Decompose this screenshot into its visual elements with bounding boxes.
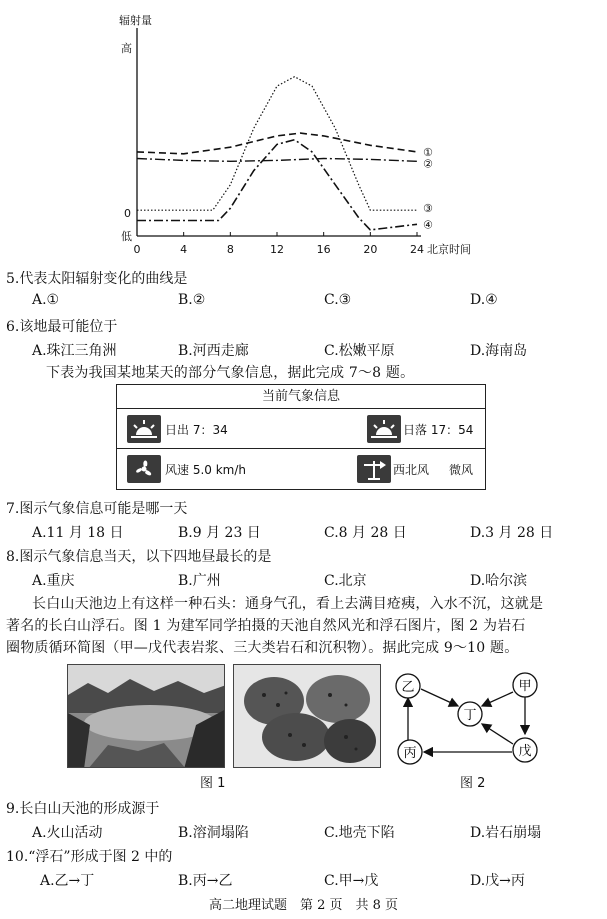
weather-table-header: 当前气象信息 [117, 385, 485, 409]
node-wu: 戊 [518, 744, 532, 759]
fan-icon [127, 455, 161, 483]
series-label-3: ③ [423, 202, 433, 216]
wind-dir-cell [357, 449, 487, 489]
edge-yi-ding [421, 689, 458, 706]
tianchi-lake-photo [67, 664, 225, 768]
question-7-option-d[interactable]: D.3 月 28 日 [470, 525, 554, 541]
node-jia: 甲 [518, 679, 532, 694]
passage-line-3: 圈物质循环简图（甲—戊代表岩浆、三大类岩石和沉积物）。据此完成 9～10 题。 [6, 640, 519, 656]
question-9-option-d[interactable]: D.岩石崩塌 [470, 825, 542, 841]
question-8-option-c[interactable]: C.北京 [324, 573, 367, 589]
page-footer: 高二地理试题 第 2 页 共 8 页 [208, 898, 399, 913]
sunset-text: 日落 17：54 [403, 423, 474, 437]
sunset-icon [367, 415, 401, 443]
question-9-option-b[interactable]: B.溶洞塌陷 [178, 825, 249, 841]
x-tick-label-4: 4 [180, 243, 188, 256]
wind-vane-icon [357, 455, 391, 483]
question-6-option-a[interactable]: A.珠江三角洲 [32, 343, 117, 359]
question-5-option-a[interactable]: A.① [32, 292, 60, 308]
y-high-label: 高 [121, 42, 132, 55]
figure-1-caption: 图 1 [200, 776, 226, 791]
series-line-2 [137, 159, 417, 162]
question-8-option-b[interactable]: B.广州 [178, 573, 221, 589]
node-yi: 乙 [401, 680, 415, 695]
question-7-option-b[interactable]: B.9 月 23 日 [178, 525, 261, 541]
question-10-option-d[interactable]: D.戊→丙 [470, 873, 525, 889]
question-7-stem: 7.图示气象信息可能是哪一天 [6, 501, 188, 517]
question-6-option-d[interactable]: D.海南岛 [470, 343, 528, 359]
wind-direction-text: 西北风 [393, 463, 430, 477]
sunrise-text: 日出 7：34 [165, 423, 228, 437]
weather-table [116, 384, 486, 490]
question-5-option-b[interactable]: B.② [178, 292, 206, 308]
question-10-option-a[interactable]: A.乙→丁 [40, 873, 95, 889]
question-6-stem: 6.该地最可能位于 [6, 319, 118, 335]
question-10-option-c[interactable]: C.甲→戊 [324, 873, 379, 889]
question-9-stem: 9.长白山天池的形成源于 [6, 801, 160, 817]
x-tick-label-0: 0 [133, 243, 141, 256]
question-9-option-a[interactable]: A.火山活动 [32, 825, 103, 841]
question-5-option-d[interactable]: D.④ [470, 292, 498, 308]
sunset-cell [357, 409, 487, 449]
question-7-option-c[interactable]: C.8 月 28 日 [324, 525, 407, 541]
pumice-stones-photo [233, 664, 381, 768]
question-10-stem: 10.“浮石”形成于图 2 中的 [6, 849, 173, 865]
wind-level-text: 微风 [449, 463, 474, 477]
question-8-stem: 8.图示气象信息当天，以下四地昼最长的是 [6, 549, 272, 565]
sunrise-icon [127, 415, 161, 443]
question-6-option-c[interactable]: C.松嫩平原 [324, 343, 395, 359]
question-6-option-b[interactable]: B.河西走廊 [178, 343, 249, 359]
question-5-option-c[interactable]: C.③ [324, 292, 352, 308]
question-8-option-d[interactable]: D.哈尔滨 [470, 573, 528, 589]
wind-speed-text: 风速 5.0 km/h [165, 463, 247, 477]
y-axis-label: 辐射量 [119, 14, 152, 27]
series-line-1 [137, 133, 417, 154]
x-tick-label-20: 20 [363, 243, 378, 256]
x-tick-label-16: 16 [316, 243, 331, 256]
passage-line-2: 著名的长白山浮石。图 1 为建军同学拍摄的天池自然风光和浮石图片，图 2 为岩石 [6, 618, 526, 634]
radiation-chart [100, 8, 500, 263]
x-tick-label-8: 8 [226, 243, 234, 256]
series-line-4 [137, 140, 417, 230]
x-tick-label-24: 24 [410, 243, 424, 256]
series-label-1: ① [423, 145, 433, 159]
edge-wu-ding [482, 724, 513, 744]
node-ding: 丁 [463, 708, 477, 723]
edge-jia-ding [482, 692, 513, 706]
sunrise-cell [117, 409, 302, 449]
x-axis-label: 北京时间 [427, 243, 471, 256]
passage-line-1: 长白山天池边上有这样一种石头：通身气孔，看上去满目疮痍，入水不沉，这就是 [32, 596, 544, 612]
weather-row-sun [117, 409, 485, 449]
y-low-label: 低 [121, 230, 132, 243]
rock-cycle-diagram [388, 664, 548, 774]
question-5-stem: 5.代表太阳辐射变化的曲线是 [6, 271, 188, 287]
question-10-option-b[interactable]: B.丙→乙 [178, 873, 233, 889]
weather-row-wind [117, 449, 485, 489]
question-8-option-a[interactable]: A.重庆 [32, 573, 75, 589]
series-label-2: ② [423, 157, 433, 171]
question-9-option-c[interactable]: C.地壳下陷 [324, 825, 395, 841]
question-7-option-a[interactable]: A.11 月 18 日 [32, 525, 124, 541]
series-label-4: ④ [423, 218, 433, 232]
series-line-3 [137, 77, 417, 211]
figure-2-caption: 图 2 [460, 776, 486, 791]
node-bing: 丙 [403, 746, 417, 761]
x-tick-label-12: 12 [270, 243, 284, 256]
weather-intro: 下表为我国某地某天的部分气象信息，据此完成 7～8 题。 [46, 365, 415, 381]
wind-speed-cell [117, 449, 302, 489]
y-zero-label: 0 [124, 207, 131, 220]
